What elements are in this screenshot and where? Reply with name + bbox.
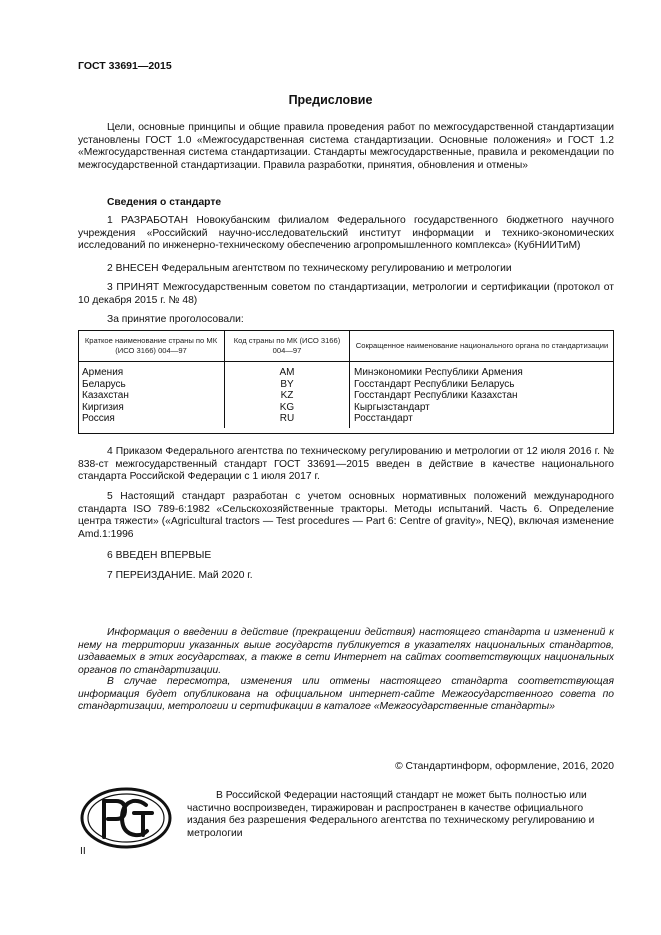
body-cell: Росстандарт [350, 413, 615, 428]
table-row [78, 379, 614, 391]
rst-certification-mark-icon [80, 787, 172, 849]
item-introduced-text: 2 ВНЕСЕН Федеральным агентством по техническому регулированию и метрологии [107, 263, 512, 274]
votes-table-header-row [78, 330, 614, 362]
reproduction-notice [187, 790, 614, 840]
country-cell: Киргизия [82, 401, 124, 413]
code-cell: KZ [225, 390, 350, 402]
italic-note-revision [78, 676, 614, 714]
col-header-country: Краткое наименование страны по МК (ИСО 3166) 004—97 [78, 330, 225, 362]
copyright-line: © Стандартинформ, оформление, 2016, 2020 [395, 761, 614, 772]
country-cell: Армения [82, 367, 124, 378]
item-reissue-text: 7 ПЕРЕИЗДАНИЕ. Май 2020 г. [107, 570, 253, 581]
item-reissue [78, 570, 614, 583]
table-row [78, 402, 614, 414]
voted-intro [78, 314, 614, 327]
voted-intro-text: За принятие проголосовали: [107, 314, 244, 325]
code-cell: BY [225, 379, 350, 391]
body-cell: Госстандарт Республики Казахстан [350, 390, 615, 402]
intro-text: Цели, основные принципы и общие правила проведения работ по межгосударственной стандартизации установлены ГОСТ 1.0 «Межгосударственная система стандартизации. Основные положения» и ГОСТ 1.2 «Межгосударственная система стандартизации. Стандарты межгосударственные, правила и рекомендации по межгосударственной стандартизации. Правила разработки, принятия, обновления и отмены» [78, 122, 614, 171]
reproduction-notice-text: В Российской Федерации настоящий стандарт не может быть полностью или частично воспроизведен, тиражирован и распространен в качестве официального издания без разрешения Федерального агентства по техническому регулированию и метрологии [187, 790, 595, 839]
item-adopted [78, 282, 614, 307]
page-title: Предисловие [288, 93, 373, 107]
italic-note-revision-text: В случае пересмотра, изменения или отмены настоящего стандарта соответствующая информация будет опубликована на официальном интернет-сайте Межгосударственного совета по стандартизации, метрологии и сертификации в каталоге «Межгосударственные стандарты» [78, 676, 614, 713]
italic-note-info-text: Информация о введении в действие (прекращении действия) настоящего стандарта и изменений к нему на территории указанных выше государств публикуется в указателях национальных стандартов, издаваемых в этих государствах, а также в сети Интернет на сайтах соответствующих национальных органов по стандартизации. [78, 627, 614, 676]
votes-table [78, 330, 614, 428]
table-row [78, 413, 614, 428]
item-developed-text: 1 РАЗРАБОТАН Новокубанским филиалом Федерального государственного бюджетного научного учреждения «Российский научно-исследовательский институт информации и технико-экономических исследований по инженерно-техническому обеспечению агропромышленного комплекса» (КубНИИТиМ) [78, 215, 614, 252]
col-header-body: Сокращенное наименование национального органа по стандартизации [350, 330, 615, 362]
item-first-time [78, 550, 614, 563]
table-row [78, 362, 614, 379]
country-cell: Беларусь [82, 378, 126, 390]
item-order-text: 4 Приказом Федерального агентства по техническому регулированию и метрологии от 12 июля 2016 г. № 838-ст межгосударственный стандарт ГОСТ 33691—2015 введен в действие в качестве национального стандарта Российской Федерации с 1 июля 2017 г. [78, 446, 614, 483]
body-cell: Кыргызстандарт [350, 402, 615, 414]
page-number: II [80, 846, 86, 857]
item-first-time-text: 6 ВВЕДЕН ВПЕРВЫЕ [107, 550, 212, 561]
country-cell: Казахстан [82, 390, 129, 402]
body-cell: Минэкономики Республики Армения [350, 362, 615, 379]
code-cell: RU [225, 413, 350, 428]
body-cell: Госстандарт Республики Беларусь [350, 379, 615, 391]
italic-note-info [78, 627, 614, 677]
intro-paragraph [78, 122, 614, 172]
item-order [78, 446, 614, 484]
standard-code-header: ГОСТ 33691—2015 [78, 60, 172, 72]
item-developed [78, 215, 614, 253]
item-based-on-text: 5 Настоящий стандарт разработан с учетом основных нормативных положений международного стандарта ISO 789-6:1982 «Сельскохозяйственные тракторы. Методы испытаний. Часть 6. Определение центра тяжести» («Agricultural tractors — Test procedures — Part 6: Centre of gravity», NEQ), включая изменение Amd.1:1996 [78, 491, 614, 540]
item-based-on [78, 491, 614, 541]
country-cell: Россия [82, 413, 115, 425]
item-introduced [78, 263, 614, 276]
info-heading: Сведения о стандарте [107, 197, 222, 208]
table-row [78, 390, 614, 402]
code-cell: KG [225, 402, 350, 414]
code-cell: AM [225, 362, 350, 379]
col-header-code: Код страны по МК (ИСО 3166) 004—97 [225, 330, 350, 362]
item-adopted-text: 3 ПРИНЯТ Межгосударственным советом по стандартизации, метрологии и сертификации (протокол от 10 декабря 2015 г. № 48) [78, 282, 614, 306]
